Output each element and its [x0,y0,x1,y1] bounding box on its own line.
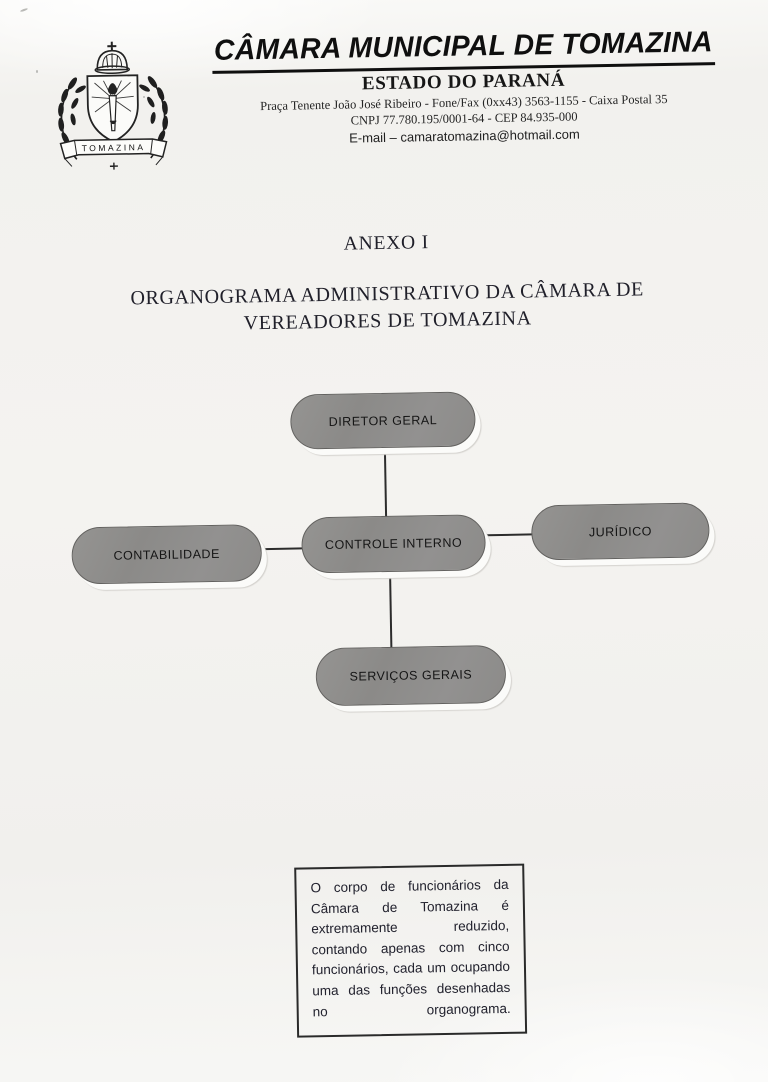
orgchart-node-diretor-geral [290,391,476,449]
connector-diretor-controle [384,449,387,517]
organization-name: CÂMARA MUNICIPAL DE TOMAZINA [212,26,715,74]
note-box [294,864,527,1038]
node-label: DIRETOR GERAL [328,412,438,429]
note-text: O corpo de funcionários da Câmara de Tomazina é extremamente reduzido, contando apenas com cinco funcionários, cada um ocupando uma das funções desenhadas no organograma. [310,876,511,1019]
connector-controle-juridico [486,533,532,535]
crest-banner-text: TOMAZINA [81,142,146,154]
orgchart-node-juridico [531,502,710,560]
node-label: SERVIÇOS GERAIS [349,667,473,684]
node-label: CONTROLE INTERNO [324,535,463,553]
connector-controle-servicos [389,573,392,649]
document-title-line2: VEREADORES DE TOMAZINA [243,307,532,335]
address-line: Praça Tenente João José Ribeiro - Fone/Fax (0xx43) 3563-1155 - Caixa Postal 35 [260,91,668,113]
connector-contabilidade-controle [259,547,303,549]
orgchart-node-controle-interno [301,514,486,573]
state-line: ESTADO DO PARANÁ [361,69,566,95]
node-label: CONTABILIDADE [113,546,220,563]
node-label: JURÍDICO [588,523,653,539]
orgchart-node-servicos-gerais [315,645,506,706]
document-title-line1: ORGANOGRAMA ADMINISTRATIVO DA CÂMARA DE [130,278,645,310]
cnpj-line: CNPJ 77.780.195/0001-64 - CEP 84.935-000 [350,109,578,128]
annex-title: ANEXO I [343,232,430,255]
orgchart-node-contabilidade [71,524,262,584]
email-line: E-mail – camaratomazina@hotmail.com [348,126,580,146]
